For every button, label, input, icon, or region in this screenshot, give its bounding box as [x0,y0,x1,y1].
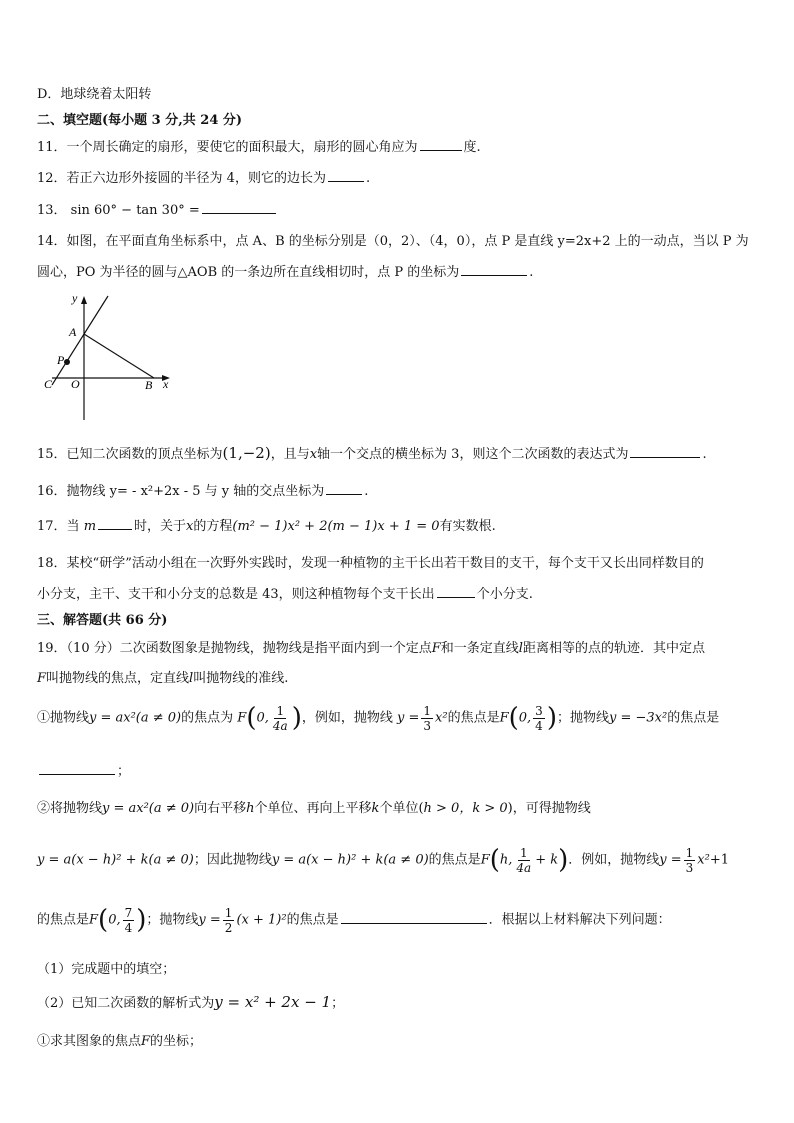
answer-blank[interactable] [326,482,362,495]
answer-blank[interactable] [98,517,132,530]
answer-blank[interactable] [341,911,487,924]
p1-suffix: ； [117,764,131,779]
p2-text5: )，可得抛物线 [507,801,591,816]
q12-suffix: . [365,171,371,186]
q19-text4: 叫抛物线的焦点，定直线 [46,671,190,686]
frac-7-over-4: $\frac{7}{4}$ [124,905,133,935]
sub-question-2 [37,992,344,1011]
q12-text: 12．若正六边形外接圆的半径为 4，则它的边长为 [37,171,326,186]
question-15 [37,443,707,462]
p2-condition: h > 0，k > 0 [423,801,508,816]
q19-l2: l [189,671,194,686]
p4-text4: ．根据以上材料解决下列问题： [488,912,671,928]
p1-F: F [237,710,247,726]
label-c: C [44,377,53,391]
answer-blank[interactable] [328,169,364,182]
question-19-line2 [37,667,288,686]
q17-text3: 的方程 [193,519,233,534]
q13-text: 13． sin 60° − tan 30° = [37,203,200,218]
question-14-line1: 14．如图，在平面直角坐标系中，点 A、B 的坐标分别是（0，2）、（4，0），点 P 是直线 y=2x+2 上的一动点，当以 P 为 [37,234,749,249]
section-title-solutions: 三、解答题(共 66 分) [37,613,168,628]
frac-1-over-4a: $\frac{1}{4a}$ [516,845,532,875]
y-axis-arrow [81,296,87,304]
segment-ab [84,334,154,378]
part-2-line3: 的焦点是F(0, $\frac{7}{4}$ )；抛物线y = $\frac{1}{2}$ (x + 1)²的焦点是 ．根据以上材料解决下列问题： [37,905,671,935]
q15-x: x [309,447,318,462]
p2-text3: 个单位、再向上平移 [254,801,372,816]
p2-k: k [371,801,380,816]
q15-text3: 轴一个交点的横坐标为 3，则这个二次函数的表达式为 [317,447,629,462]
label-b: B [145,378,153,392]
point-p [64,359,70,365]
question-16 [37,480,368,499]
p2-eq: y = ax²(a ≠ 0) [102,801,195,816]
line-y-2x-plus-2 [52,296,108,385]
q16-text: 16．抛物线 y= - x²+2x - 5 与 y 轴的交点坐标为 [37,484,325,499]
q11-text: 11．一个周长确定的扇形，要使它的面积最大，扇形的圆心角应为 [37,140,418,155]
p3-text: ；因此抛物线 [193,852,272,868]
frac-1-over-3: $\frac{1}{3}$ [423,703,432,733]
p1-text3: ，例如，抛物线 [301,710,393,726]
s3-text: ①求其图象的焦点 [37,1034,142,1049]
p2-text: ②将抛物线 [37,801,103,816]
p3-text3: ．例如，抛物线 [568,852,660,868]
q17-m: m [83,519,97,534]
p3-text2: 的焦点是 [428,852,481,868]
option-d: D．地球绕着太阳转 [37,87,152,102]
q15-text2: ，且与 [270,447,310,462]
answer-blank[interactable] [202,201,276,214]
coordinate-graph [38,290,178,422]
q19-text3: 距离相等的点的轨迹．其中定点 [522,641,705,656]
s2-text: （2）已知二次函数的解析式为 [37,996,215,1011]
p4-text3: 的焦点是 [286,912,339,928]
s2-suffix: ； [331,996,345,1011]
p4-text: 的焦点是 [37,912,90,928]
p2-text2: 向右平移 [194,801,247,816]
sub-question-1: （1）完成题中的填空； [37,962,176,977]
p1-text: ①抛物线 [37,710,90,726]
question-11 [37,136,481,155]
p2-text4: 个单位( [379,801,424,816]
section-title-fill-blank: 二、填空题(每小题 3 分,共 24 分) [37,113,243,128]
q17-equation: (m² − 1)x² + 2(m − 1)x + 1 = 0 [232,519,440,534]
question-18-line2 [37,583,533,602]
label-a: A [69,325,77,339]
part-1-answer [37,760,130,779]
q15-text: 15．已知二次函数的顶点坐标为 [37,447,223,462]
frac-1-over-3: $\frac{1}{3}$ [685,845,694,875]
answer-blank[interactable] [437,585,475,598]
q19-F: F [431,641,441,656]
frac-1-over-4a: $\frac{1}{4a}$ [272,703,288,733]
answer-blank[interactable] [420,138,462,151]
question-14-line2 [37,261,533,280]
p4-text2: ；抛物线 [146,912,199,928]
part-2 [37,797,591,816]
q14-text: 圆心，PO 为半径的圆与△AOB 的一条边所在直线相切时，点 P 的坐标为 [37,265,460,280]
q17-text: 17．当 [37,519,80,534]
frac-3-over-4: $\frac{3}{4}$ [535,703,543,733]
p2-h: h [246,801,255,816]
label-p: P [57,353,65,367]
q17-text2: 时，关于 [134,519,187,534]
s2-eq: y = x² + 2x − 1 [214,993,332,1011]
s3-suffix: 的坐标； [150,1034,203,1049]
p3-eq2: y = a(x − h)² + k(a ≠ 0) [271,852,429,868]
question-12 [37,167,370,186]
y-axis-label: y [72,291,78,305]
q14-suffix: . [529,265,534,280]
q18-text: 小分支，主干、支干和小分支的总数是 43，则这种植物每个支干长出 [37,587,435,602]
q11-suffix: 度. [463,140,481,155]
q19-text5: 叫抛物线的准线. [193,671,289,686]
q16-suffix: . [364,484,369,499]
answer-blank[interactable] [630,445,700,458]
q19-text: 19．（10 分）二次函数图象是抛物线，抛物线是指平面内到一个定点 [37,641,432,656]
question-13 [37,199,278,218]
frac-1-over-2: $\frac{1}{2}$ [224,905,233,935]
p1-eq: y = ax²(a ≠ 0) [89,710,182,726]
p1-text2: 的焦点为 [181,710,234,726]
s3-F: F [141,1034,151,1049]
part-2-line2: y = a(x − h)² + k(a ≠ 0)；因此抛物线y = a(x − h)² + k(a ≠ 0)的焦点是F(h, $\frac{1}{4a}$ + k)．例如，抛物线y = $\frac{1}{3}$ x²+1 [37,845,729,875]
q17-x: x [186,519,194,534]
q19-l: l [518,641,523,656]
q19-F2: F [37,671,47,686]
q15-vertex: (1,−2) [222,444,271,462]
answer-blank[interactable] [39,762,115,775]
part-1: ①抛物线y = ax²(a ≠ 0)的焦点为 F(0, $\frac{1}{4a}$ )，例如，抛物线 y = $\frac{1}{3}$ x²的焦点是F(0, $\frac{3}{4}$ )；抛物线y = −3x²的焦点是 [37,703,720,733]
q17-text4: 有实数根. [439,519,496,534]
x-axis-label: x [163,377,169,391]
answer-blank[interactable] [461,263,527,276]
question-18-line1: 18．某校“研学”活动小组在一次野外实践时，发现一种植物的主干长出若干数目的支干，每个支干又长出同样数目的 [37,556,704,571]
p3-plus-one: +1 [709,852,729,868]
q15-suffix: . [702,447,707,462]
question-19-line1 [37,637,705,656]
label-o: O [71,377,80,391]
p3-eq: y = a(x − h)² + k(a ≠ 0) [37,852,194,868]
p1-text4: 的焦点是 [447,710,500,726]
p1-text5: ；抛物线 [556,710,609,726]
sub-question-2-1 [37,1030,202,1049]
p1-text6: 的焦点是 [667,710,720,726]
q18-suffix: 个小分支. [476,587,533,602]
q19-text2: 和一条定直线 [440,641,519,656]
p1-eq3: y = −3x² [608,710,668,726]
question-17 [37,515,496,534]
